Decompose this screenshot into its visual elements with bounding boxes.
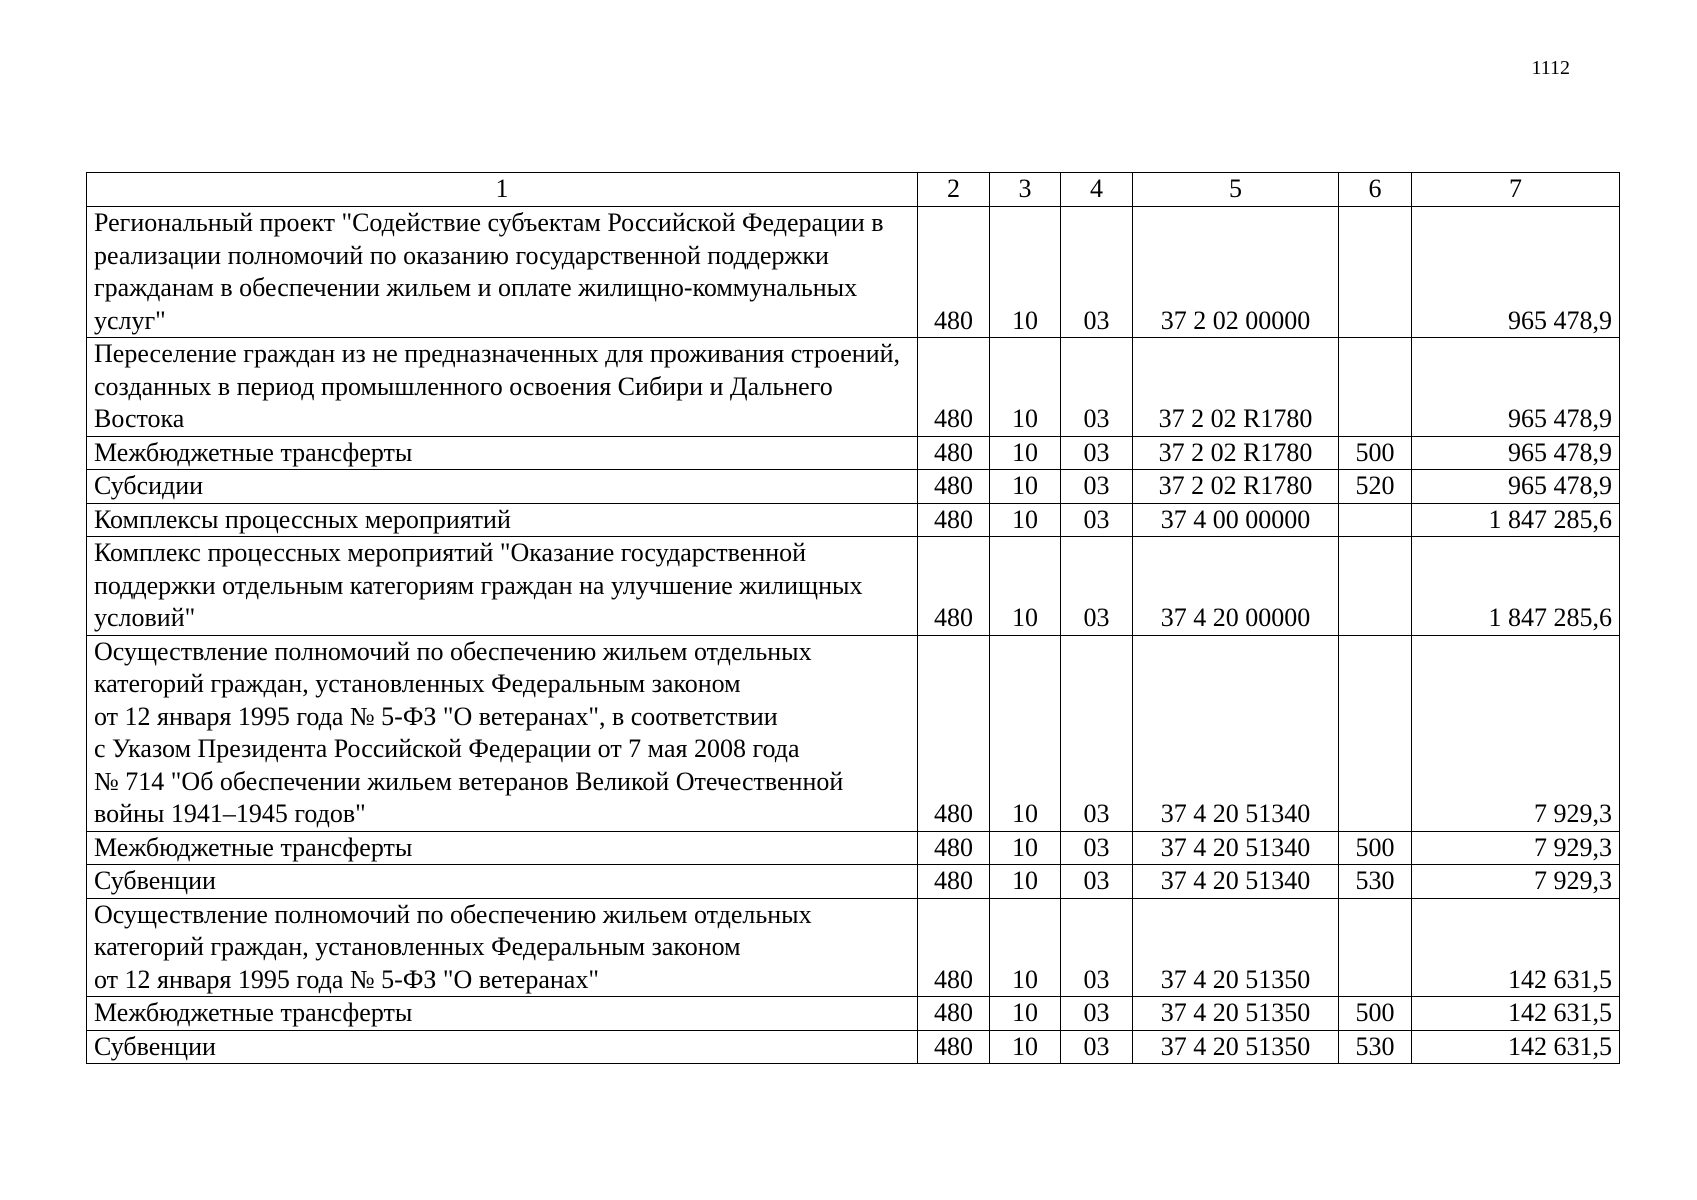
table-row [87, 436, 1620, 470]
cell-col2: 480 [918, 436, 990, 470]
table-row [87, 503, 1620, 537]
cell-col7: 7 929,3 [1412, 831, 1620, 865]
table-row [87, 831, 1620, 865]
cell-col2: 480 [918, 898, 990, 997]
table-row [87, 1030, 1620, 1064]
table-row [87, 635, 1620, 831]
column-header: 2 [918, 173, 990, 207]
cell-col2: 480 [918, 503, 990, 537]
cell-col5: 37 4 20 51350 [1133, 997, 1339, 1031]
cell-col6 [1339, 503, 1412, 537]
cell-col3: 10 [990, 503, 1061, 537]
table-row [87, 865, 1620, 899]
cell-col5: 37 2 02 R1780 [1133, 436, 1339, 470]
cell-col5: 37 2 02 00000 [1133, 207, 1339, 338]
cell-col2: 480 [918, 1030, 990, 1064]
column-header: 5 [1133, 173, 1339, 207]
cell-col5: 37 4 20 00000 [1133, 537, 1339, 636]
row-name: Комплексы процессных мероприятий [87, 503, 918, 537]
row-name: Межбюджетные трансферты [87, 831, 918, 865]
cell-col4: 03 [1061, 470, 1133, 504]
cell-col7: 1 847 285,6 [1412, 503, 1620, 537]
cell-col7: 142 631,5 [1412, 997, 1620, 1031]
table-row [87, 997, 1620, 1031]
cell-col4: 03 [1061, 635, 1133, 831]
cell-col7: 7 929,3 [1412, 635, 1620, 831]
row-name: Осуществление полномочий по обеспечению жильем отдельных категорий граждан, установленных Федеральным законом от 12 января 1995 года № 5-ФЗ "О ветеранах", в соответствии с Указом Президента Российской Федерации от 7 мая 2008 года № 714 "Об обеспечении жильем ветеранов Великой Отечественной войны 1941–1945 годов" [87, 635, 918, 831]
cell-col5: 37 4 20 51340 [1133, 865, 1339, 899]
cell-col4: 03 [1061, 537, 1133, 636]
cell-col3: 10 [990, 537, 1061, 636]
cell-col7: 142 631,5 [1412, 1030, 1620, 1064]
cell-col4: 03 [1061, 898, 1133, 997]
cell-col6: 520 [1339, 470, 1412, 504]
cell-col3: 10 [990, 436, 1061, 470]
cell-col5: 37 4 00 00000 [1133, 503, 1339, 537]
cell-col4: 03 [1061, 207, 1133, 338]
cell-col3: 10 [990, 898, 1061, 997]
cell-col4: 03 [1061, 503, 1133, 537]
cell-col2: 480 [918, 537, 990, 636]
row-name: Субсидии [87, 470, 918, 504]
cell-col3: 10 [990, 635, 1061, 831]
cell-col7: 7 929,3 [1412, 865, 1620, 899]
cell-col4: 03 [1061, 1030, 1133, 1064]
column-header: 3 [990, 173, 1061, 207]
cell-col5: 37 4 20 51340 [1133, 831, 1339, 865]
cell-col6: 500 [1339, 997, 1412, 1031]
row-name: Межбюджетные трансферты [87, 436, 918, 470]
cell-col3: 10 [990, 831, 1061, 865]
cell-col6 [1339, 635, 1412, 831]
cell-col4: 03 [1061, 338, 1133, 437]
cell-col7: 142 631,5 [1412, 898, 1620, 997]
table-row [87, 207, 1620, 338]
cell-col5: 37 4 20 51350 [1133, 898, 1339, 997]
cell-col6: 500 [1339, 831, 1412, 865]
cell-col5: 37 4 20 51340 [1133, 635, 1339, 831]
cell-col5: 37 2 02 R1780 [1133, 470, 1339, 504]
column-header: 1 [87, 173, 918, 207]
cell-col3: 10 [990, 997, 1061, 1031]
cell-col2: 480 [918, 338, 990, 437]
cell-col7: 965 478,9 [1412, 207, 1620, 338]
cell-col2: 480 [918, 997, 990, 1031]
cell-col2: 480 [918, 470, 990, 504]
column-header: 4 [1061, 173, 1133, 207]
table-row [87, 470, 1620, 504]
table-body [87, 207, 1620, 1064]
cell-col4: 03 [1061, 865, 1133, 899]
cell-col3: 10 [990, 865, 1061, 899]
cell-col4: 03 [1061, 997, 1133, 1031]
cell-col6: 530 [1339, 1030, 1412, 1064]
row-name: Субвенции [87, 865, 918, 899]
cell-col3: 10 [990, 207, 1061, 338]
cell-col4: 03 [1061, 436, 1133, 470]
table-row [87, 338, 1620, 437]
cell-col2: 480 [918, 865, 990, 899]
cell-col6: 530 [1339, 865, 1412, 899]
cell-col7: 965 478,9 [1412, 436, 1620, 470]
row-name: Осуществление полномочий по обеспечению жильем отдельных категорий граждан, установленных Федеральным законом от 12 января 1995 года № 5-ФЗ "О ветеранах" [87, 898, 918, 997]
row-name: Переселение граждан из не предназначенных для проживания строений, созданных в период промышленного освоения Сибири и Дальнего Востока [87, 338, 918, 437]
cell-col7: 1 847 285,6 [1412, 537, 1620, 636]
row-name: Комплекс процессных мероприятий "Оказание государственной поддержки отдельным категориям граждан на улучшение жилищных условий" [87, 537, 918, 636]
header-row [87, 173, 1620, 207]
row-name: Субвенции [87, 1030, 918, 1064]
table-row [87, 537, 1620, 636]
page-number: 1112 [1531, 57, 1570, 79]
cell-col5: 37 2 02 R1780 [1133, 338, 1339, 437]
cell-col7: 965 478,9 [1412, 470, 1620, 504]
table-row [87, 898, 1620, 997]
cell-col5: 37 4 20 51350 [1133, 1030, 1339, 1064]
cell-col3: 10 [990, 470, 1061, 504]
budget-table [86, 172, 1620, 1064]
cell-col2: 480 [918, 635, 990, 831]
cell-col2: 480 [918, 207, 990, 338]
column-header: 6 [1339, 173, 1412, 207]
cell-col2: 480 [918, 831, 990, 865]
cell-col7: 965 478,9 [1412, 338, 1620, 437]
cell-col6 [1339, 898, 1412, 997]
cell-col6 [1339, 338, 1412, 437]
row-name: Межбюджетные трансферты [87, 997, 918, 1031]
row-name: Региональный проект "Содействие субъектам Российской Федерации в реализации полномочий по оказанию государственной поддержки гражданам в обеспечении жильем и оплате жилищно-коммунальных услуг" [87, 207, 918, 338]
cell-col6 [1339, 537, 1412, 636]
cell-col3: 10 [990, 338, 1061, 437]
cell-col3: 10 [990, 1030, 1061, 1064]
cell-col6: 500 [1339, 436, 1412, 470]
column-header: 7 [1412, 173, 1620, 207]
cell-col6 [1339, 207, 1412, 338]
cell-col4: 03 [1061, 831, 1133, 865]
